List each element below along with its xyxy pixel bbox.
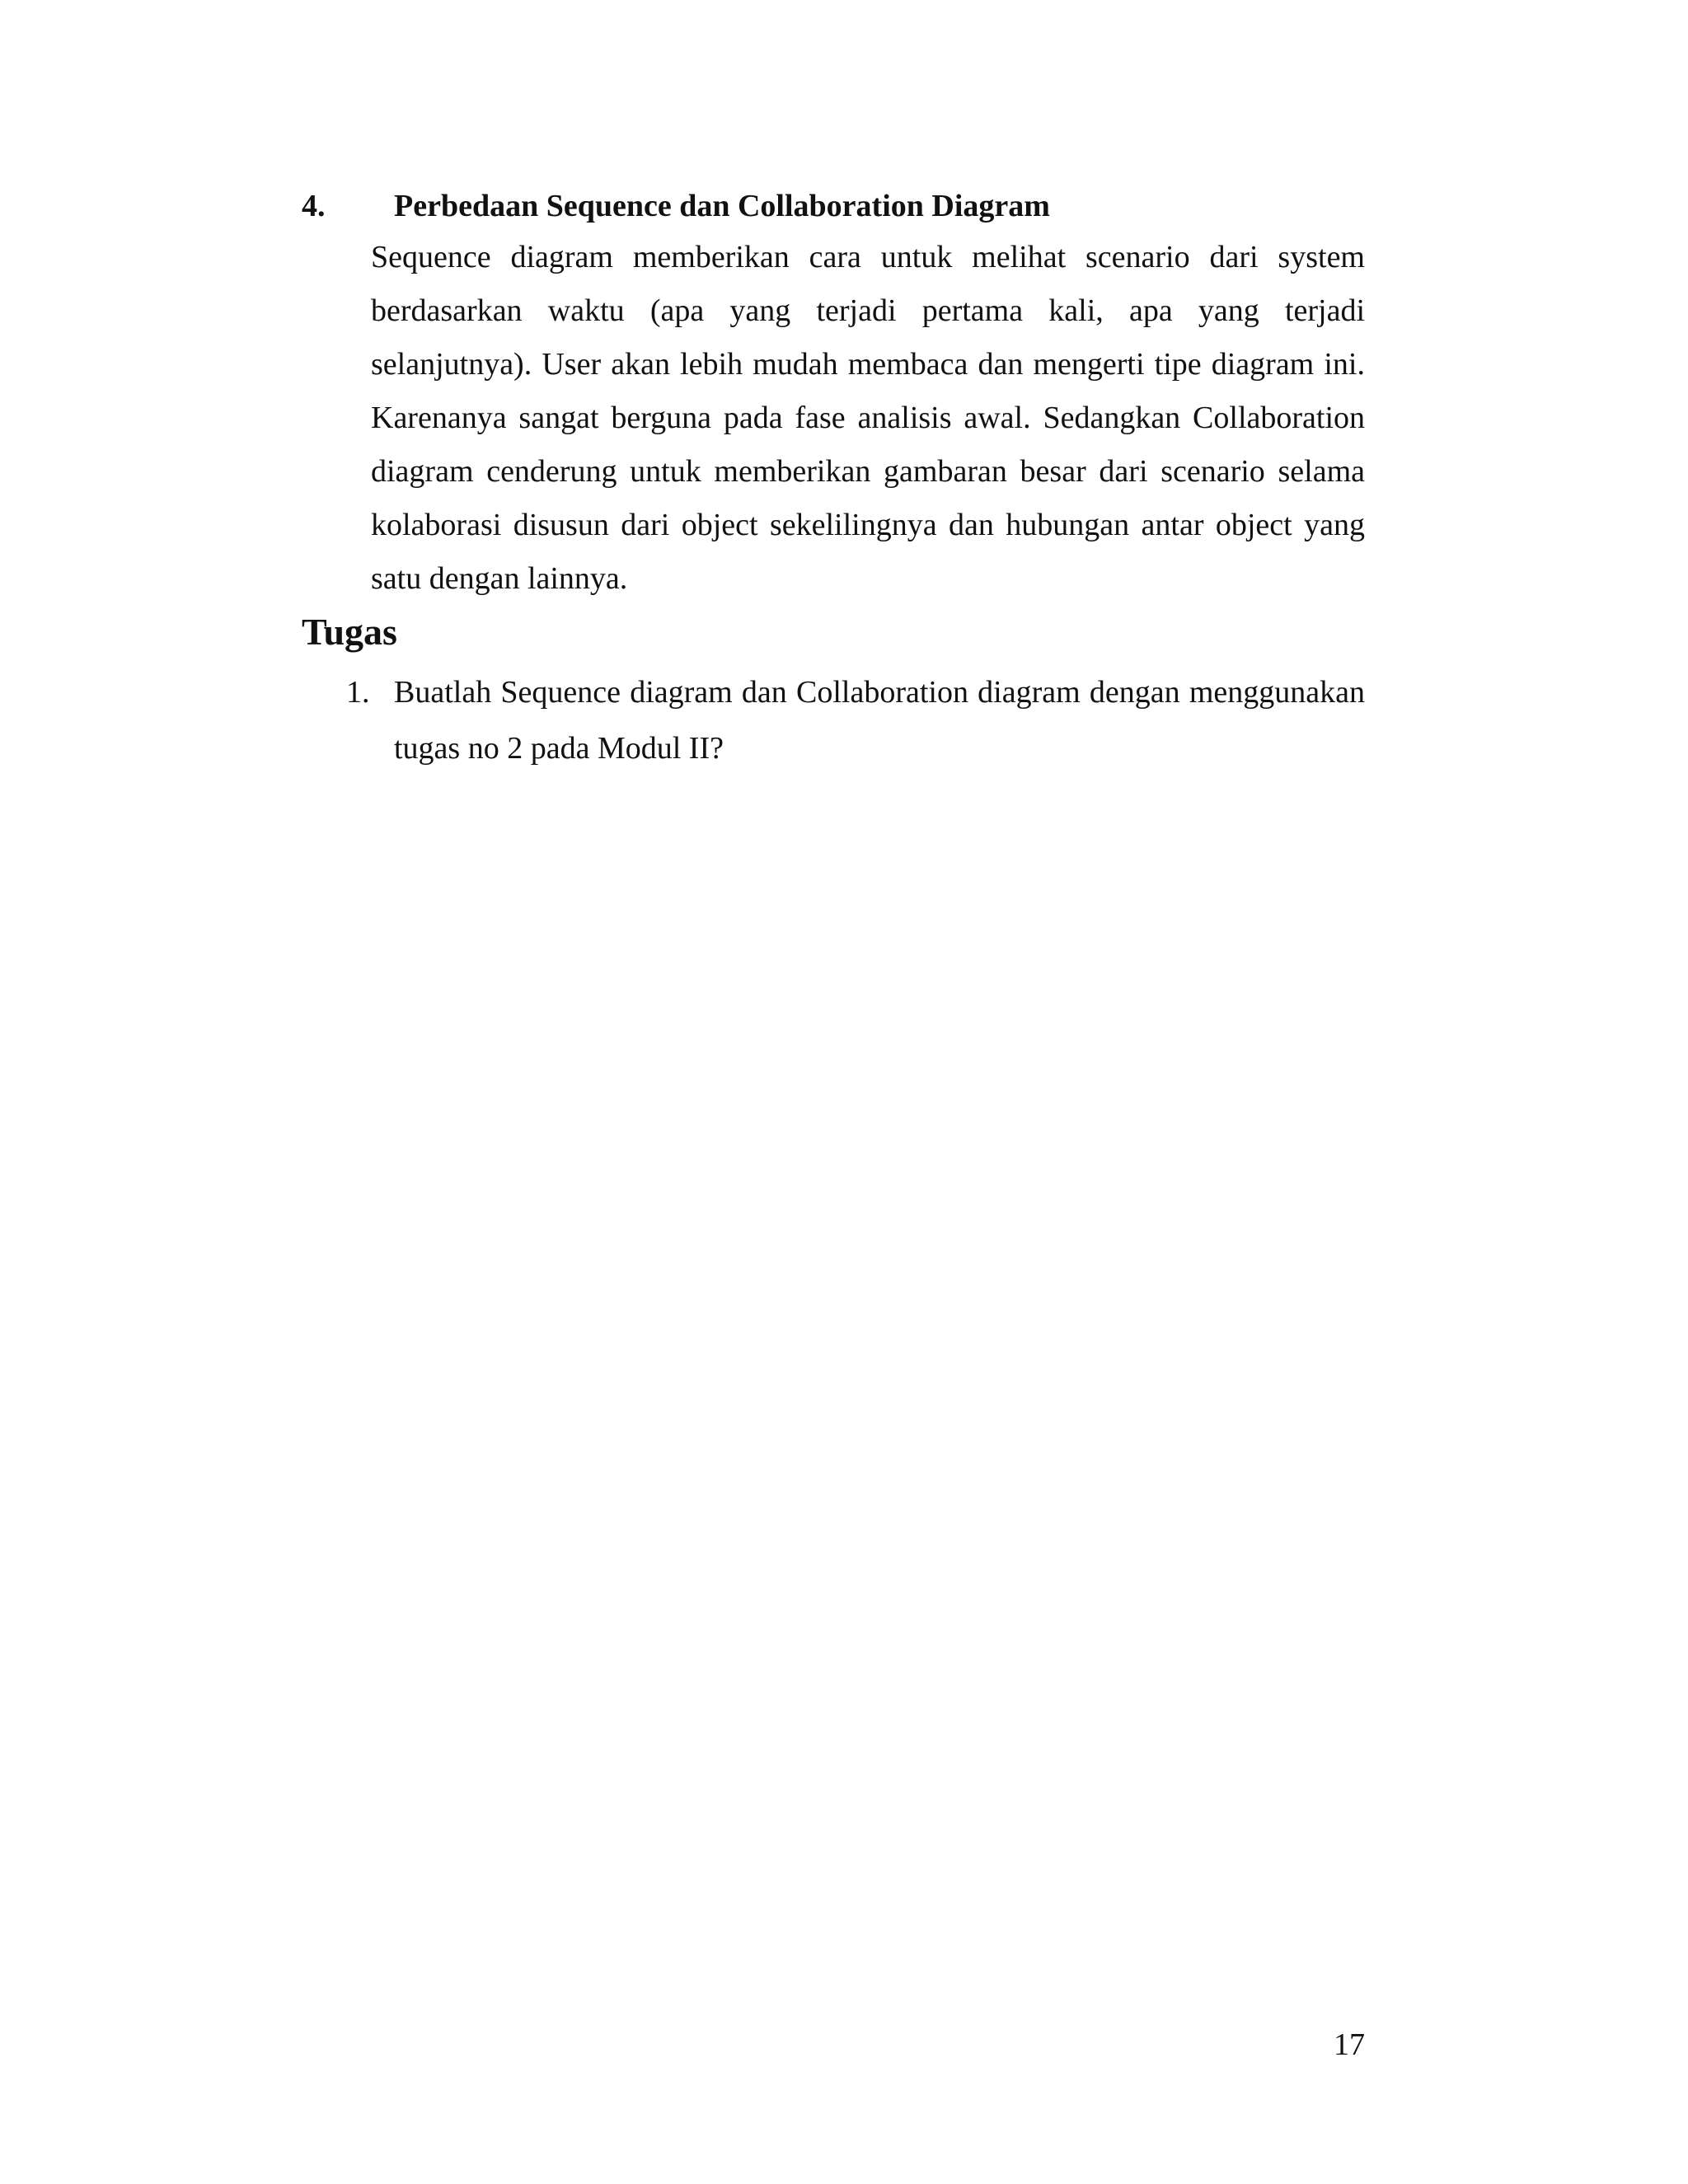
task-text: Buatlah Sequence diagram dan Collaboration diagram dengan menggunakan tugas no 2 pada Modul II?: [394, 675, 1365, 766]
list-item: [346, 664, 1365, 776]
task-number: 1.: [346, 675, 370, 710]
section-paragraph: Sequence diagram memberikan cara untuk melihat scenario dari system berdasarkan waktu (apa yang terjadi pertama kali, apa yang terjadi selanjutnya). User akan lebih mudah membaca dan mengerti tipe diagram ini. Karenanya sangat berguna pada fase analisis awal. Sedangkan Collaboration diagram cenderung untuk memberikan gambaran besar dari scenario selama kolaborasi disusun dari object sekelilingnya dan hubungan antar object yang satu dengan lainnya.: [371, 240, 1365, 596]
section-number: 4.: [302, 189, 326, 223]
task-list: [346, 664, 1365, 776]
section-heading: [302, 181, 1373, 231]
page-number: 17: [1334, 2027, 1365, 2062]
tugas-heading: Tugas: [302, 611, 397, 653]
section-title: Perbedaan Sequence dan Collaboration Diagram: [394, 189, 1050, 223]
